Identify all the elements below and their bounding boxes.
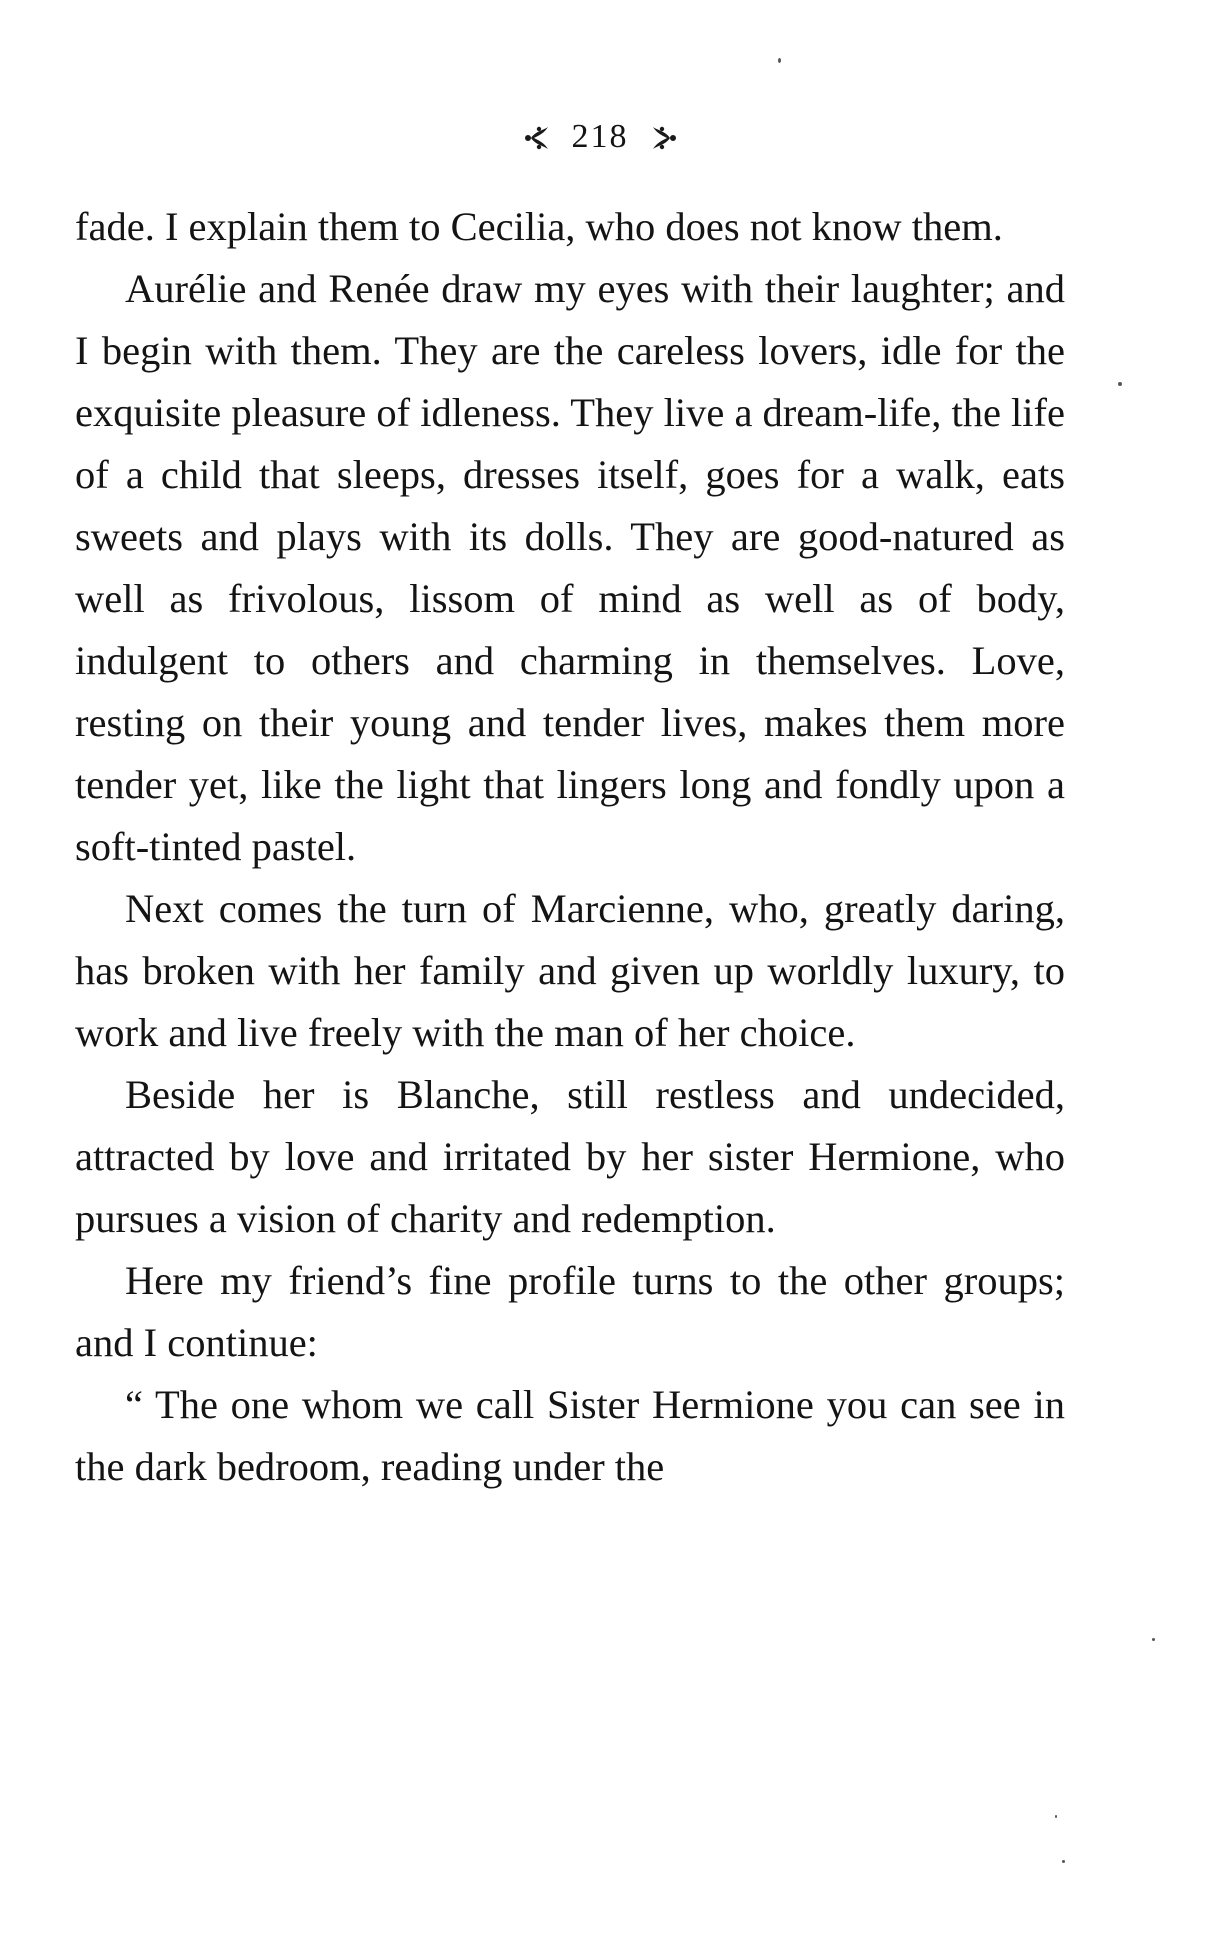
paper-speck — [1118, 382, 1122, 386]
paragraph: Next comes the turn of Marcienne, who, greatly daring, has broken with her family and given up worldly luxury, to work and live freely with the man of her choice. — [75, 886, 1065, 1055]
paragraph-continued: fade. I explain them to Cecilia, who does not know them. — [75, 204, 1003, 249]
paragraph: Here my friend’s fine profile turns to the other groups; and I continue: — [75, 1258, 1065, 1365]
paper-speck — [778, 58, 781, 63]
paper-speck — [1055, 1815, 1057, 1818]
paragraph: Aurélie and Renée draw my eyes with their laughter; and I begin with them. They are the careless lovers, idle for the exquisite pleasure of idleness. They live a dream-life, the life of a child that sleeps, dresses itself, goes for a walk, eats sweets and plays with its dolls. They are good-natured as well as frivolous, lissom of mind as well as of body, indulgent to others and charming in themselves. Love, resting on their young and tender lives, makes them more tender yet, like the light that lingers long and fondly upon a soft-tinted pastel. — [75, 266, 1066, 869]
fleuron-left-icon — [522, 121, 554, 153]
running-header — [0, 112, 1210, 162]
fleuron-right-icon — [647, 121, 679, 153]
paragraph: Beside her is Blanche, still restless and undecided, attracted by love and irritated by her sister Hermione, who pursues a vision of charity and redemption. — [75, 1072, 1065, 1241]
body-text — [75, 196, 1065, 1498]
paper-speck — [1152, 1638, 1155, 1641]
paragraph: “ The one whom we call Sister Hermione you can see in the dark bedroom, reading under the — [75, 1382, 1065, 1489]
paper-speck — [1062, 1860, 1065, 1863]
page-number: 218 — [571, 118, 629, 155]
